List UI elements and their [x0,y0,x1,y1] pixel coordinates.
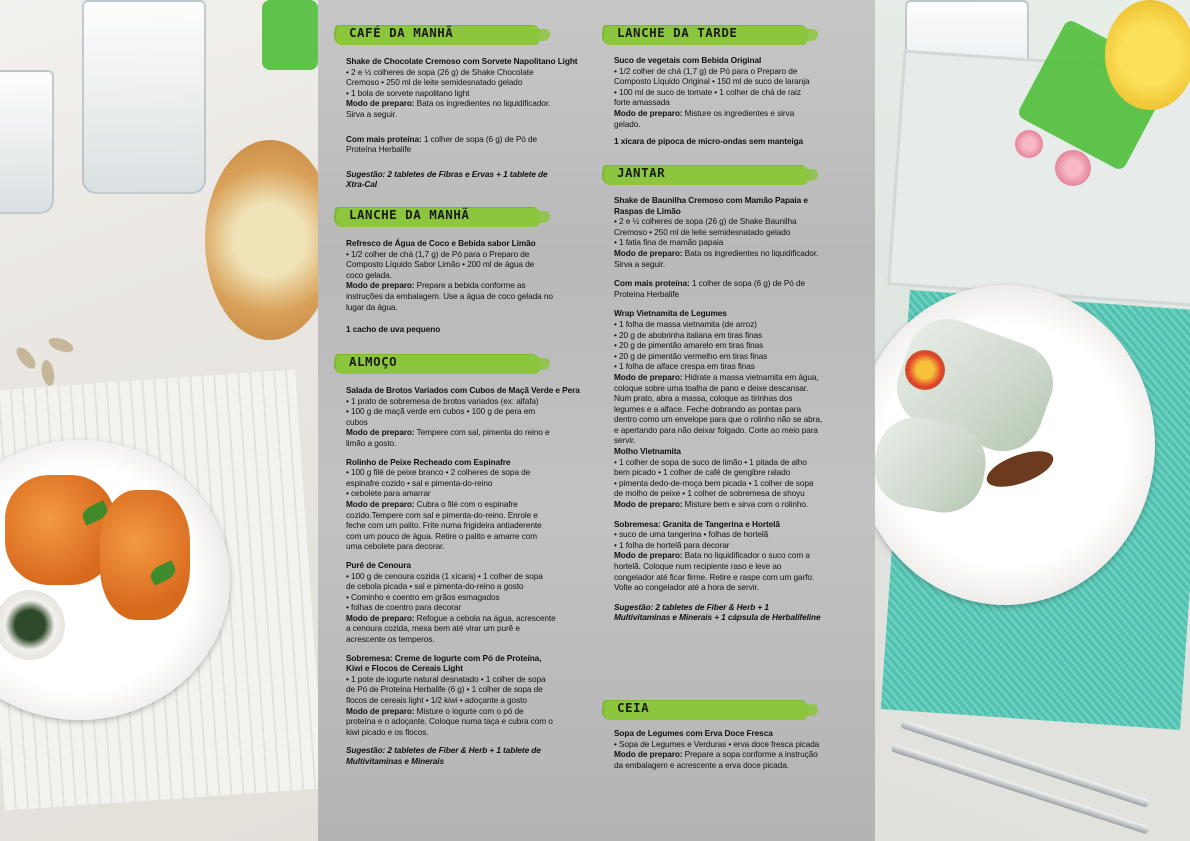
recipe-title: Sobremesa: Granita de Tangerina e Hortelã [614,518,780,529]
prep-text: Bata no liquidificador o suco com a [682,550,810,561]
suggestion: Multivitaminas e Minerais + 1 cápsula de Herbalifeline [614,612,821,623]
prep-text: Prepare a sopa conforme a instrução [682,749,818,760]
ingredient-line: • 1 pote de iogurte natural desnatado • 1 colher de sopa [346,673,546,684]
extra-item: 1 xícara de pipoca de micro-ondas sem manteiga [614,136,804,147]
prep-text: Tempere com sal, pimenta do reino e [414,427,550,438]
ingredient-line: coco gelada. [346,269,392,280]
prep-text: e apertando para não deixar folgado. Corte ao meio para [614,424,818,435]
prep-text: da embalagem e acrescente a erva doce picada. [614,759,789,770]
suggestion: Sugestão: 2 tabletes de Fiber & Herb + 1 [614,601,769,612]
prep-label: Modo de preparo: [614,247,683,258]
recipe-title: Sopa de Legumes com Erva Doce Fresca [614,728,773,738]
prep-text: kiwi picado e os flocos. [346,726,429,737]
granita-cup [1105,0,1190,110]
ingredient-line: • Sopa de Legumes e Verduras • erva doce fresca picada [614,738,820,749]
recipe-title: Raspas de Limão [614,205,681,216]
extra-item: 1 cacho de uva pequeno [346,324,441,335]
ingredient-line: Cremoso • 250 ml de leite semidesnatado gelado [346,77,523,88]
ingredient-line: • 20 g de abobrinha italiana em tiras finas [614,329,763,340]
ingredient-line: • 1 folha de alface crespa em tiras finas [614,361,755,372]
prep-text: Bata os ingredientes no liquidificador. [682,247,819,258]
sprout-salad-bowl [205,140,318,340]
food-photo-right [875,0,1190,841]
prep-label: Modo de preparo: [346,98,415,109]
ingredient-line: • folhas de coentro para decorar [346,602,462,613]
prep-label: Modo de preparo: [614,107,683,118]
ingredient-line: • pimenta dedo-de-moça bem picada • 1 colher de sopa [614,477,814,488]
prep-text: proteína e o adoçante. Coloque numa taça e cubra com o [346,716,553,727]
section-title: CAFÉ DA MANHÃ [349,25,454,40]
protein-label: Com mais proteína: [614,278,690,289]
recipe-title: Salada de Brotos Variados com Cubos de Maçã Verde e Pera [346,385,580,395]
small-glass [0,70,54,214]
ingredient-line: • 2 e ½ colheres de sopa (26 g) de Shake Baunilha [614,216,797,227]
ingredient-line: forte amassada [614,97,670,108]
prep-text: cozido.Tempere com sal e pimenta-do-reino. Enrole e [346,509,538,520]
prep-label: Modo de preparo: [346,280,415,291]
prep-text: Misture bem e sirva com o rolinho. [682,499,809,510]
ingredient-line: • 1/2 colher de chá (1,7 g) de Pó para o Preparo de [614,65,798,76]
suggestion: Sugestão: 2 tabletes de Fiber & Herb + 1 tablete de [346,745,541,756]
prep-text: dentro como um envelope para que o rolinho não se abra, [614,414,823,425]
ingredient-line: • 1 colher de sopa de suco de limão • 1 pitada de alho [614,456,807,467]
ingredient-line: cubos [346,416,368,427]
prep-text: Bata os ingredientes no liquidificador. [414,98,551,109]
section-header [602,22,808,46]
pillbox [262,0,318,70]
wrap-filling [905,350,945,390]
protein-label: Com mais proteína: [346,133,422,144]
protein-text: Proteína Herbalife [346,144,412,155]
protein-text: Proteína Herbalife [614,288,680,299]
prep-text: lugar da água. [346,301,398,312]
prep-label: Modo de preparo: [614,371,683,382]
prep-text: Refogue a cebola na água, acrescente [414,612,556,623]
section-header [334,204,540,228]
prep-text: com um pouco de água. Retire o palito e amarre com [346,530,537,541]
ingredient-line: flocos de cereais light • 1/2 kiwi • adoçante a gosto [346,695,527,706]
prep-text: uma cebolete para decorar. [346,541,445,552]
prep-text: acrescente os temperos. [346,634,435,645]
prep-text: Sirva a seguir. [346,108,398,119]
prep-label: Modo de preparo: [346,427,415,438]
section-title: LANCHE DA MANHÃ [349,207,470,222]
prep-text: Prepare a bebida conforme as [414,280,526,291]
ingredient-line: • 1 prato de sobremesa de brotos variados (ex: alfafa) [346,395,539,406]
prep-text: Volte ao congelador até a hora de servir. [614,582,759,593]
section-lanche-da-tarde [614,22,854,147]
flower-decoration [1055,150,1091,186]
prep-label: Modo de preparo: [614,749,683,760]
suggestion: Multivitaminas e Minerais [346,756,445,766]
section-header [334,351,540,375]
section-header [602,697,808,721]
recipe-title: Wrap Vietnamita de Legumes [614,308,727,319]
ingredient-line: • suco de uma tangerina • folhas de hortelã [614,529,769,540]
ingredient-line: bem picado • 1 colher de café de gengibre ralado [614,467,791,478]
prep-text: Misture o iogurte com o pó de [414,705,524,716]
ingredient-line: • Cominho e coentro em grãos esmagados [346,591,500,602]
prep-text: limão a gosto. [346,437,397,448]
section-lanche-da-manha [346,204,586,335]
ingredient-line: • 2 e ½ colheres de sopa (26 g) de Shake Chocolate [346,66,534,77]
ingredient-line: • cebolete para amarrar [346,488,431,499]
prep-text: gelado. [614,118,641,129]
recipe-title: Purê de Cenoura [346,559,411,570]
ingredient-line: • 1 bola de sorvete napolitano light [346,87,470,98]
section-title: LANCHE DA TARDE [617,25,738,40]
ingredient-line: • 20 g de pimentão vermelho em tiras finas [614,350,768,361]
flower-decoration [1015,130,1043,158]
ingredient-line: • 1 folha de massa vietnamita (de arroz) [614,318,757,329]
almond [13,344,39,372]
ingredient-line: espinafre cozido • sal e pimenta-do-reino [346,477,493,488]
prep-text: legumes e a alface. Feche dobrando as pontas para [614,403,801,414]
ingredient-line: • 100 g de cenoura cozida (1 xícara) • 1 colher de sopa [346,570,543,581]
ingredient-line: de Pó de Proteína Herbalife (6 g) • 1 colher de sopa de [346,684,543,695]
almond [40,359,56,387]
prep-text: Num prato, abra a massa, coloque as tirinhas dos [614,393,793,404]
prep-label: Modo de preparo: [346,498,415,509]
prep-text: coloque sobre uma toalha de pano e deixe descansar. [614,382,809,393]
ingredient-line: • 100 ml de suco de tomate • 1 colher de chá de raiz [614,86,801,97]
section-almoco [346,351,586,767]
ingredient-line: Composto Líquido Sabor Limão • 200 ml de água de [346,259,535,270]
recipe-title: Suco de vegetais com Bebida Original [614,55,762,65]
section-ceia [614,697,854,770]
prep-text: feche com um palito. Frite numa frigideira antiaderente [346,520,542,531]
ingredient-line: • 1 folha de hortelã para decorar [614,539,730,550]
ingredient-line: Composto Líquido Original • 150 ml de suco de laranja [614,76,810,87]
ingredient-line: de cebola picada • sal e pimenta-do-reino a gosto [346,581,524,592]
section-title: JANTAR [617,165,666,180]
ingredient-line: • 1/2 colher de chá (1,7 g) de Pó para o Preparo de [346,248,530,259]
carrot-puree [100,490,190,620]
protein-text: 1 colher de sopa (6 g) de Pó de [689,278,805,289]
ingredient-line: • 100 g de maçã verde em cubos • 100 g de pera em [346,406,536,417]
recipe-title: Shake de Baunilha Cremoso com Mamão Papaia e [614,195,808,205]
prep-text: Cubra o filé com o espinafre [414,498,518,509]
recipe-title: Rolinho de Peixe Recheado com Espinafre [346,456,511,467]
suggestion: Sugestão: 2 tabletes de Fibras e Ervas + 1 tablete de [346,168,548,179]
prep-text: Misture os ingredientes e sirva [682,107,795,118]
food-photo-left [0,0,318,841]
ingredient-line: • 100 g filé de peixe branco • 2 colheres de sopa de [346,467,531,478]
almond [47,335,76,355]
recipe-title: Shake de Chocolate Cremoso com Sorvete Napolitano Light [346,56,578,66]
section-header [602,162,808,186]
prep-label: Modo de preparo: [614,550,683,561]
prep-text: Hidrate a massa vietnamita em água, [682,371,819,382]
prep-text: hortelã. Coloque num recipiente raso e leve ao [614,561,782,571]
recipe-title: Molho Vietnamita [614,446,681,457]
ingredient-line: de molho de peixe • 1 colher de sobremesa de shoyu [614,488,805,499]
ingredient-line: Cremoso • 250 ml de leite semidesnatado gelado [614,226,791,237]
ingredient-line: • 20 g de pimentão amarelo em tiras finas [614,340,764,351]
section-jantar [614,162,854,623]
suggestion: Xtra-Cal [346,179,378,190]
ingredient-line: • 1 fatia fina de mamão papaia [614,237,724,248]
prep-label: Modo de preparo: [614,499,683,510]
prep-text: a cenoura cozida, mexa bem até virar um purê e [346,623,520,634]
recipe-title: Kiwi e Flocos de Cereais Light [346,663,463,674]
water-glass [82,0,206,194]
recipe-title: Refresco de Água de Coco e Bebida sabor Limão [346,238,536,248]
carrot-puree [5,475,115,585]
section-header [334,22,540,46]
section-title: CEIA [617,700,650,715]
prep-text: congelador até ficar firme. Retire e raspe com um garfo. [614,571,815,582]
prep-text: servir. [614,435,636,446]
section-cafe-da-manha [346,22,586,190]
recipe-title: Sobremesa: Creme de Iogurte com Pó de Proteína, [346,652,542,663]
prep-text: instruções da embalagem. Use a água de coco gelada no [346,290,553,301]
section-title: ALMOÇO [349,354,398,369]
prep-label: Modo de preparo: [346,612,415,623]
protein-text: 1 colher de sopa (6 g) de Pó de [421,133,537,144]
prep-label: Modo de preparo: [346,705,415,716]
prep-text: Sirva a seguir. [614,258,666,269]
